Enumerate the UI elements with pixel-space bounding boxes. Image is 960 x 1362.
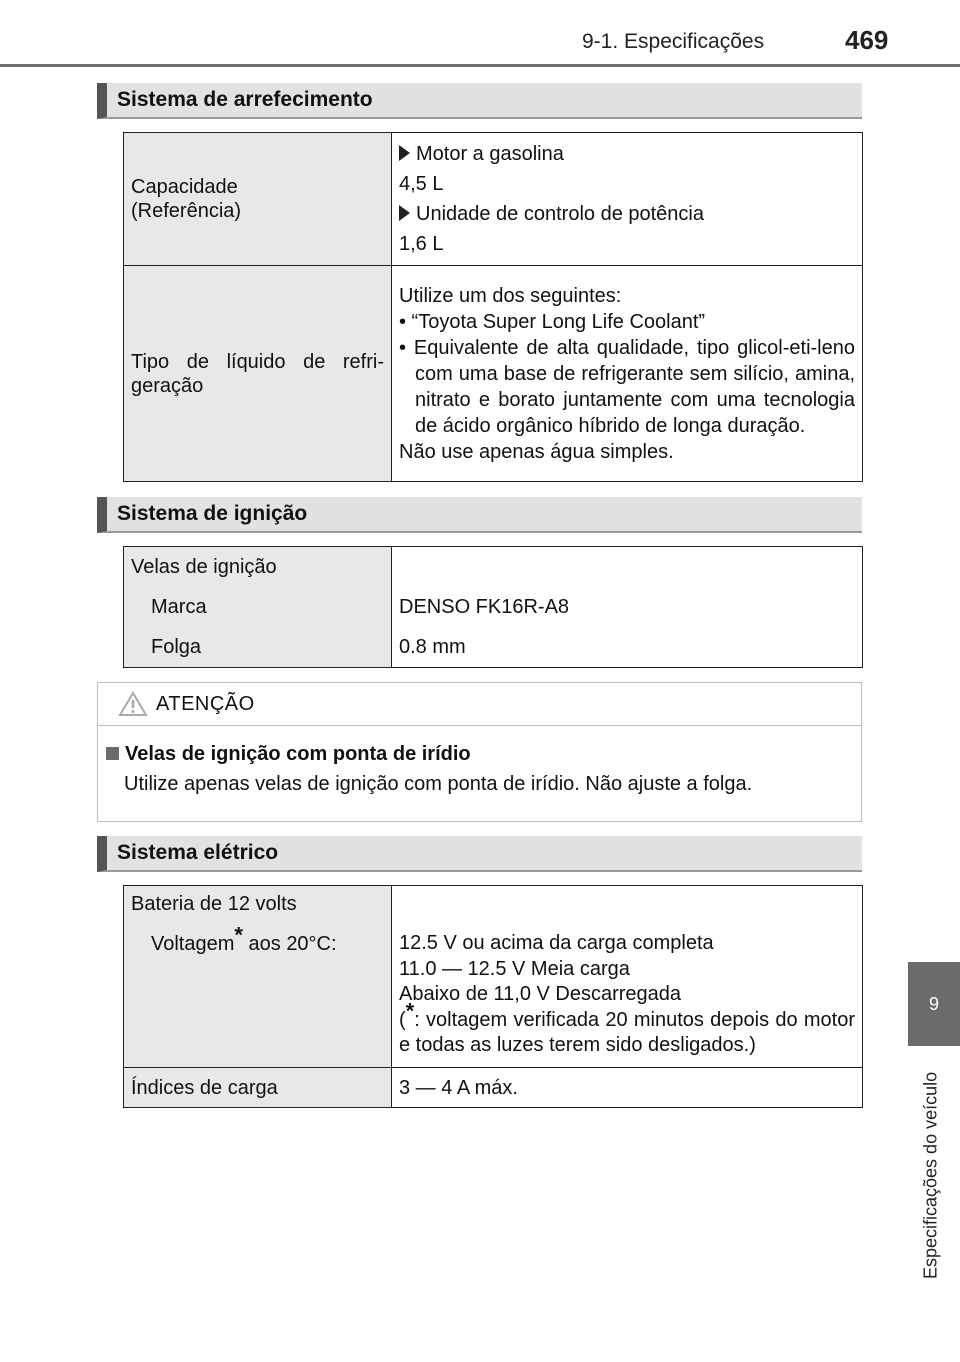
voltage-footnote-text: : voltagem verificada 20 minutos depois do motor e todas as luzes terem sido desligados.) xyxy=(399,1008,855,1056)
engine-value: 4,5 L xyxy=(399,173,444,195)
ignition-labels xyxy=(124,547,392,668)
attention-item-title xyxy=(106,743,471,766)
attention-header xyxy=(98,683,861,726)
pcu-value: 1,6 L xyxy=(399,233,444,255)
square-bullet-icon xyxy=(106,747,119,760)
engine-label: Motor a gasolina xyxy=(416,143,564,165)
voltage-line: Abaixo de 11,0 V Descarregada xyxy=(399,983,682,1005)
attention-item-text: Utilize apenas velas de ignição com ponta de irídio. Não ajuste a folga. xyxy=(124,773,753,795)
section-electrical-title: Sistema elétrico xyxy=(97,836,862,872)
brand-value: DENSO FK16R-A8 xyxy=(399,596,570,618)
arrow-right-icon xyxy=(399,145,410,161)
ignition-values xyxy=(392,547,863,668)
section-ignition-title: Sistema de ignição xyxy=(97,497,862,533)
coolant-intro: Utilize um dos seguintes: xyxy=(399,284,622,307)
coolant-note: Não use apenas água simples. xyxy=(399,440,674,463)
battery-labels xyxy=(124,886,392,1068)
gap-value: 0.8 mm xyxy=(399,636,466,658)
pcu-row xyxy=(399,199,855,229)
footnote-star: * xyxy=(405,997,415,1023)
chapter-tab: 9 xyxy=(908,962,960,1046)
voltage-label-text: Voltagem xyxy=(151,933,235,955)
coolant-bullet: • Equivalente de alta qualidade, tipo glicol-eti-leno com uma base de refrigerante sem silício, amina, nitrato e borato juntamente com uma tecnologia de ácido orgânico híbrido de longa duração. xyxy=(399,336,855,437)
arrow-right-icon xyxy=(399,205,410,221)
header-section-title: 9-1. Especificações xyxy=(582,30,765,53)
pcu-label: Unidade de controlo de potência xyxy=(416,203,704,225)
spark-plugs-label: Velas de ignição xyxy=(131,556,277,578)
electrical-table xyxy=(123,885,863,1108)
capacity-value xyxy=(392,133,863,266)
battery-values xyxy=(392,886,863,1068)
warning-triangle-icon xyxy=(118,691,148,717)
capacity-label xyxy=(124,133,392,266)
table-row xyxy=(124,133,863,266)
voltage-line: 11.0 — 12.5 V Meia carga xyxy=(399,957,630,980)
footnote-star: * xyxy=(234,922,243,948)
table-row xyxy=(124,547,863,668)
attention-item-title-text: Velas de ignição com ponta de irídio xyxy=(125,743,471,765)
attention-title: ATENÇÃO xyxy=(156,693,255,715)
chapter-label: Especificações do veículo xyxy=(920,1071,941,1279)
coolant-type-value xyxy=(392,266,863,482)
page-number: 469 xyxy=(845,25,889,55)
voltage-line: 12.5 V ou acima da carga completa xyxy=(399,932,714,954)
attention-box xyxy=(97,682,862,822)
gap-label: Folga xyxy=(151,636,202,658)
table-row xyxy=(124,1068,863,1108)
brand-label: Marca xyxy=(151,596,207,618)
ignition-table xyxy=(123,546,863,668)
table-row xyxy=(124,266,863,482)
header-divider xyxy=(0,64,960,67)
capacity-label-line: Capacidade xyxy=(131,176,238,198)
coolant-bullet: • “Toyota Super Long Life Coolant” xyxy=(399,310,706,333)
voltage-label-suffix: aos 20°C: xyxy=(242,933,337,955)
capacity-label-line: (Referência) xyxy=(131,200,242,222)
voltage-footnote: (*: voltagem verificada 20 minutos depois do motor e todas as luzes terem sido desligados.) xyxy=(399,997,855,1056)
battery-label: Bateria de 12 volts xyxy=(131,893,297,915)
engine-row xyxy=(399,139,855,169)
voltage-label xyxy=(131,922,384,956)
coolant-type-label: Tipo de líquido de refri-geração xyxy=(124,266,392,482)
charge-rate-value: 3 — 4 A máx. xyxy=(392,1068,863,1108)
charge-rate-label: Índices de carga xyxy=(124,1068,392,1108)
cooling-table xyxy=(123,132,863,482)
table-row xyxy=(124,886,863,1068)
section-cooling-title: Sistema de arrefecimento xyxy=(97,83,862,119)
